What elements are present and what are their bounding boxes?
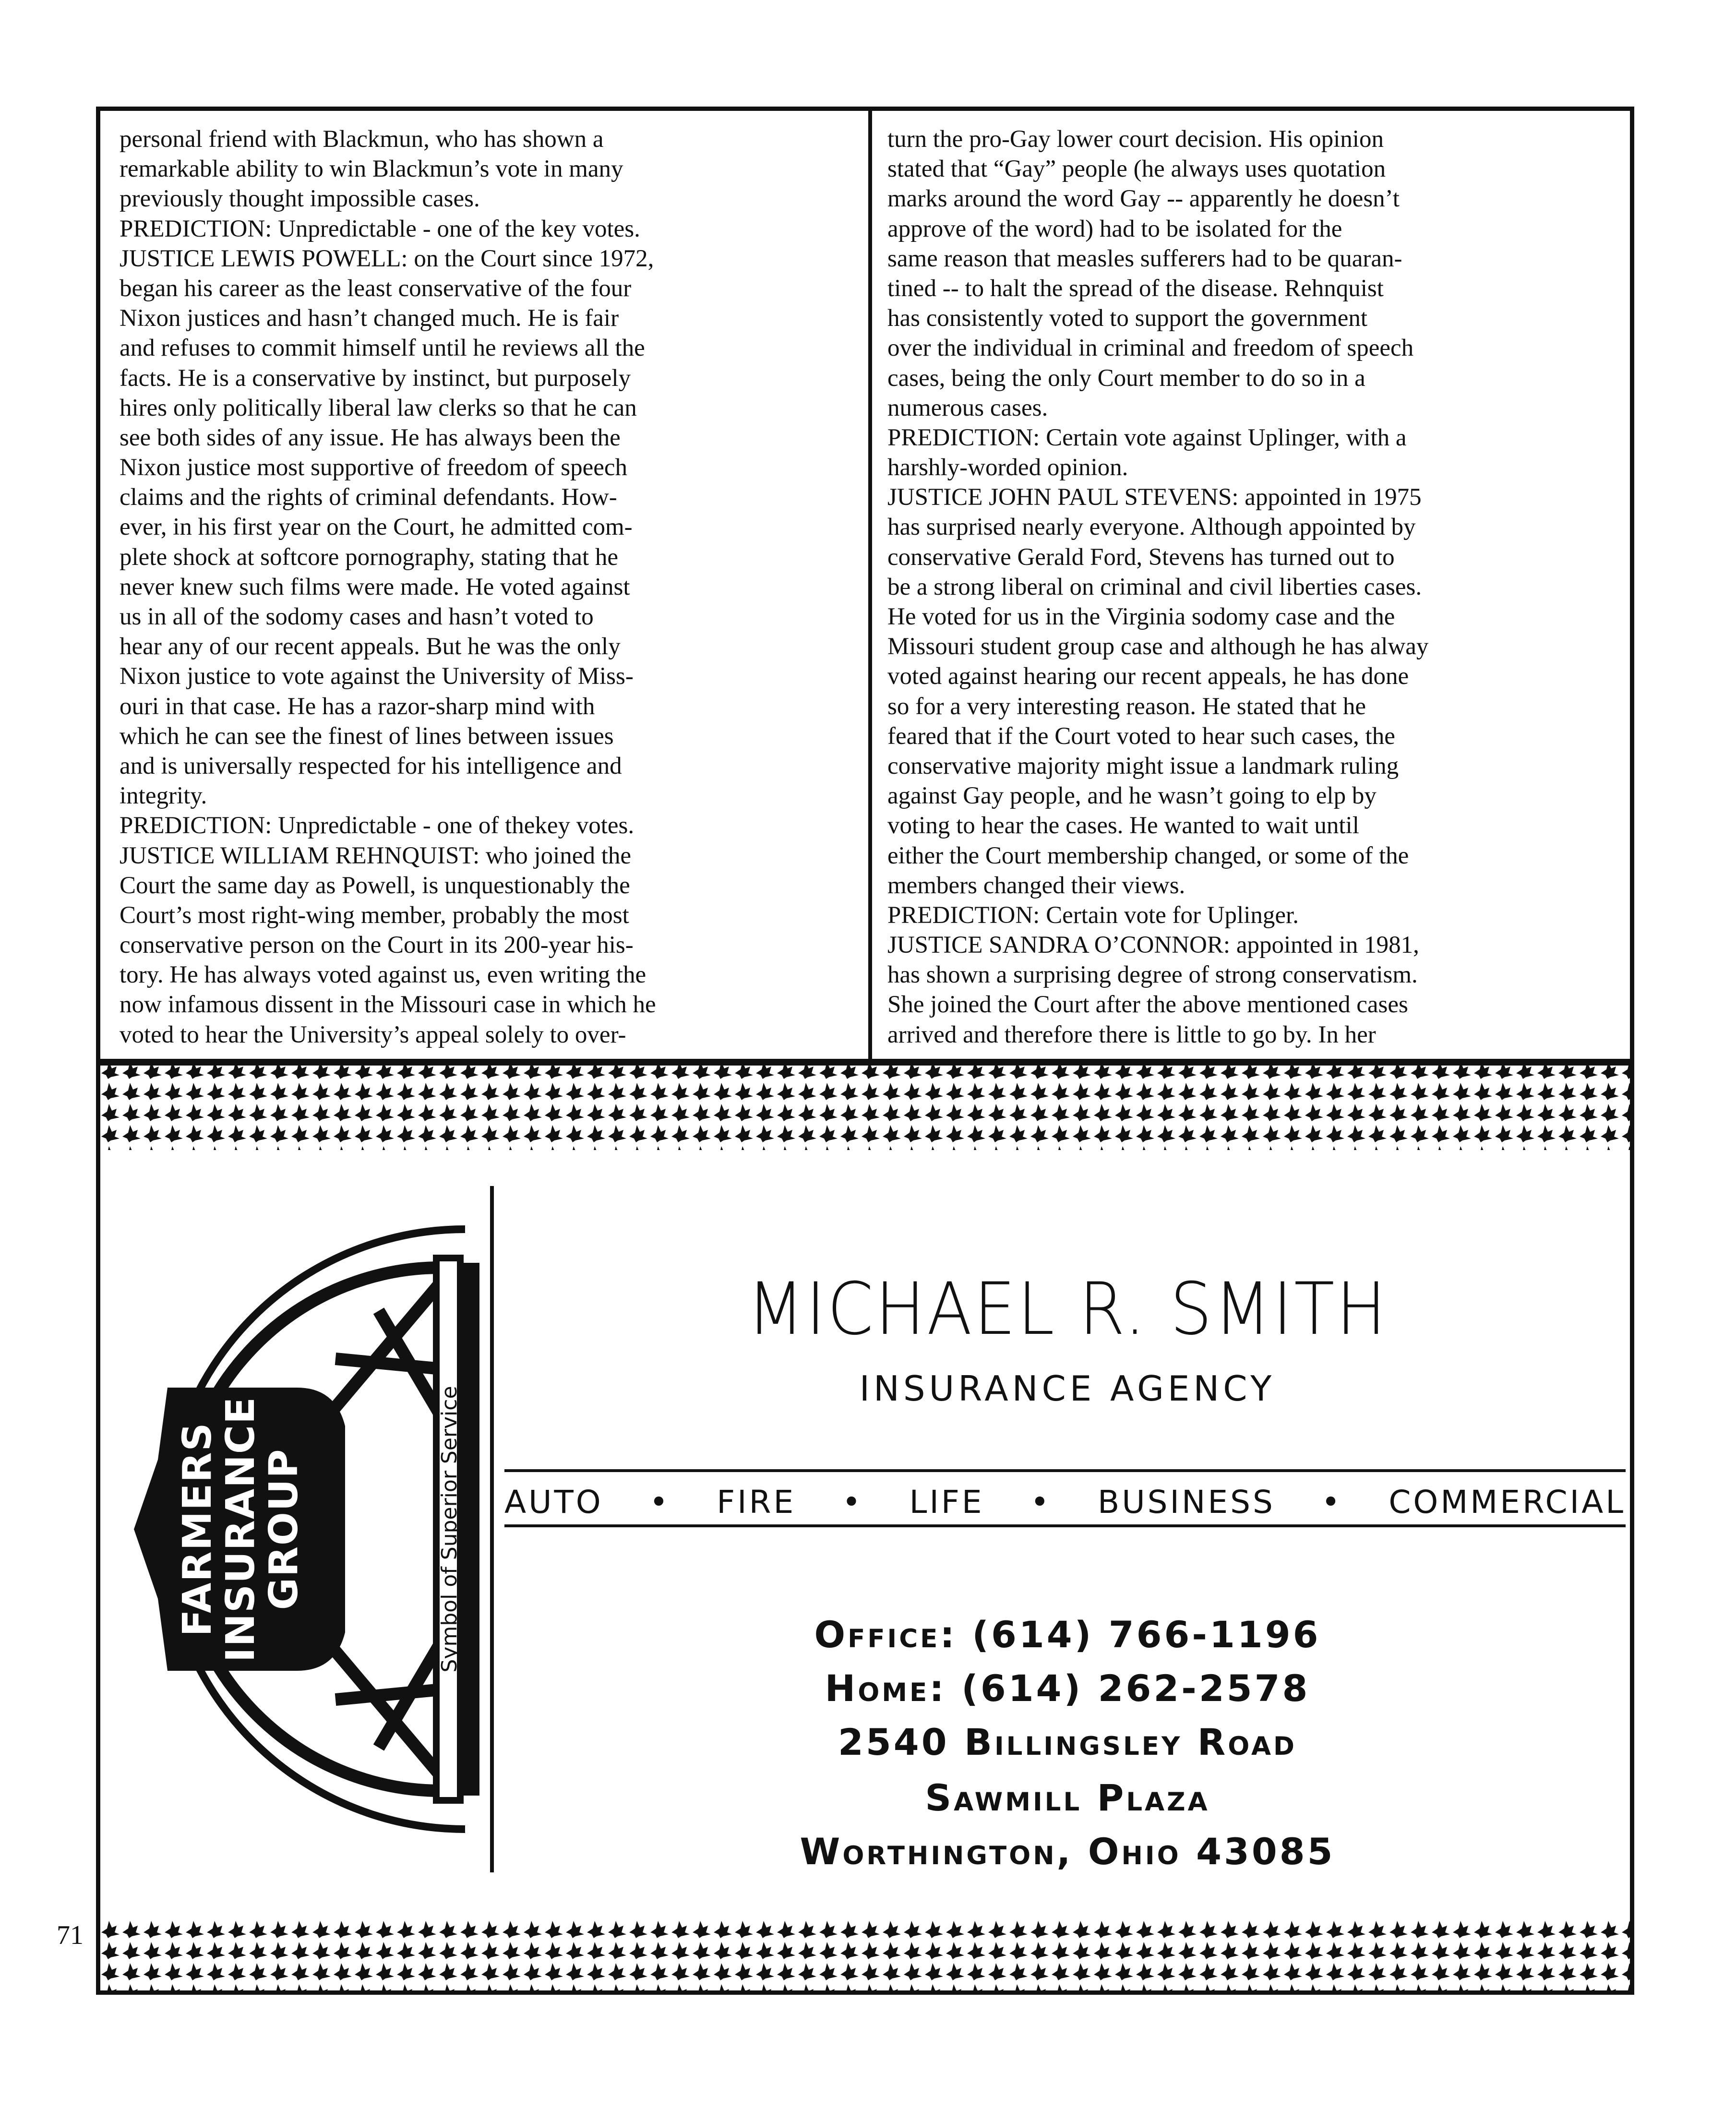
text-line: previously thought impossible cases. — [120, 185, 480, 213]
agent-name: MICHAEL R. SMITH — [747, 1268, 1388, 1351]
logo-text-insurance: INSURANCE — [218, 1396, 263, 1663]
text-line: JUSTICE SANDRA O’CONNOR: appointed in 1981, — [887, 932, 1419, 959]
category-label: FIRE — [717, 1484, 796, 1521]
text-line: PREDICTION: Certain vote for Uplinger. — [887, 901, 1299, 929]
coverage-categories — [504, 1484, 1626, 1521]
text-line: Court the same day as Powell, is unquestionably the — [120, 872, 630, 899]
text-line: either the Court membership changed, or some of the — [887, 842, 1409, 869]
text-line: never knew such films were made. He voted against — [120, 573, 630, 600]
text-line: Court’s most right-wing member, probably the most — [120, 901, 629, 929]
text-line: hear any of our recent appeals. But he was the only — [120, 633, 621, 660]
text-line: feared that if the Court voted to hear such cases, the — [887, 722, 1395, 750]
text-line: Nixon justice most supportive of freedom of speech — [120, 454, 628, 481]
text-line: turn the pro-Gay lower court decision. His opinion — [887, 126, 1384, 153]
logo-text-group: GROUP — [261, 1448, 307, 1610]
text-line: against Gay people, and he wasn’t going to elp by — [887, 782, 1377, 810]
text-line: JUSTICE WILLIAM REHNQUIST: who joined the — [120, 842, 631, 869]
text-line: voted against hearing our recent appeals, he has done — [887, 663, 1409, 690]
text-line: Missouri student group case and although he has alway — [887, 633, 1429, 660]
text-line: see both sides of any issue. He has always been the — [120, 424, 621, 451]
text-line: marks around the word Gay -- apparently he doesn’t — [887, 185, 1400, 213]
address-plaza: Sawmill Plaza — [925, 1776, 1210, 1819]
category-label: LIFE — [909, 1484, 984, 1521]
text-line: arrived and therefore there is little to go by. In her — [887, 1021, 1376, 1048]
text-line: harshly-worded opinion. — [887, 454, 1128, 481]
text-line: has consistently voted to support the government — [887, 305, 1368, 332]
text-line: cases, being the only Court member to do so in a — [887, 364, 1365, 392]
agency-subtitle: INSURANCE AGENCY — [859, 1368, 1276, 1409]
text-line: voting to hear the cases. He wanted to wait until — [887, 812, 1359, 839]
column-divider — [868, 111, 872, 1059]
text-line: over the individual in criminal and freedom of speech — [887, 335, 1414, 362]
text-line: ever, in his first year on the Court, he admitted com- — [120, 514, 633, 541]
text-line: Nixon justices and hasn’t changed much. He is fair — [120, 305, 619, 332]
text-line: PREDICTION: Unpredictable - one of the key votes. — [120, 215, 640, 242]
text-line: has shown a surprising degree of strong conservatism. — [887, 961, 1418, 989]
text-line: which he can see the finest of lines between issues — [120, 722, 614, 750]
logo-tagline: Symbol of Superior Service — [437, 1386, 462, 1673]
bullet-separator: • — [842, 1484, 863, 1521]
text-line: She joined the Court after the above mentioned cases — [887, 991, 1408, 1019]
text-line: facts. He is a conservative by instinct, but purposely — [120, 364, 631, 392]
text-line: claims and the rights of criminal defendants. How- — [120, 484, 617, 511]
bullet-separator: • — [649, 1484, 670, 1521]
text-line: PREDICTION: Certain vote against Uplinger, with a — [887, 424, 1407, 451]
text-line: remarkable ability to win Blackmun’s vote in many — [120, 156, 623, 183]
article-column-left — [120, 124, 868, 1050]
bullet-separator: • — [1321, 1484, 1343, 1521]
houndstooth-border-bottom — [100, 1918, 1630, 1995]
text-line: numerous cases. — [887, 394, 1048, 421]
text-line: stated that “Gay” people (he always uses quotation — [887, 156, 1386, 183]
text-line: tory. He has always voted against us, even writing the — [120, 961, 647, 989]
text-line: members changed their views. — [887, 872, 1185, 899]
text-line: JUSTICE LEWIS POWELL: on the Court since 1972, — [120, 245, 654, 272]
text-line: conservative majority might issue a landmark ruling — [887, 752, 1399, 779]
category-label: AUTO — [504, 1484, 603, 1521]
text-line: be a strong liberal on criminal and civil liberties cases. — [887, 573, 1422, 600]
ad-vertical-rule — [490, 1186, 494, 1872]
text-line: so for a very interesting reason. He stated that he — [887, 693, 1366, 720]
text-line: plete shock at softcore pornography, stating that he — [120, 543, 619, 571]
category-label: BUSINESS — [1098, 1484, 1275, 1521]
text-line: personal friend with Blackmun, who has shown a — [120, 126, 604, 153]
text-line: integrity. — [120, 782, 207, 810]
text-line: PREDICTION: Unpredictable - one of thekey votes. — [120, 812, 635, 839]
text-line: voted to hear the University’s appeal solely to over- — [120, 1021, 626, 1048]
text-line: ouri in that case. He has a razor-sharp mind with — [120, 693, 595, 720]
text-line: JUSTICE JOHN PAUL STEVENS: appointed in 1975 — [887, 484, 1422, 511]
text-line: He voted for us in the Virginia sodomy case and the — [887, 603, 1395, 630]
page-number: 71 — [57, 1920, 84, 1950]
text-line: has surprised nearly everyone. Although appointed by — [887, 514, 1416, 541]
article-column-right — [887, 124, 1627, 1050]
text-line: Nixon justice to vote against the University of Miss- — [120, 663, 634, 690]
home-phone: Home: (614) 262-2578 — [825, 1667, 1310, 1710]
category-label: COMMERCIAL — [1389, 1484, 1626, 1521]
text-line: and is universally respected for his intelligence and — [120, 752, 622, 779]
text-line: us in all of the sodomy cases and hasn’t voted to — [120, 603, 594, 630]
rule-top — [504, 1469, 1626, 1472]
text-line: same reason that measles sufferers had to be quaran- — [887, 245, 1402, 272]
text-line: began his career as the least conservative of the four — [120, 275, 632, 302]
text-line: now infamous dissent in the Missouri case in which he — [120, 991, 656, 1019]
text-line: approve of the word) had to be isolated for the — [887, 215, 1342, 242]
address-city: Worthington, Ohio 43085 — [800, 1830, 1335, 1873]
logo-text-farmers: FARMERS — [175, 1422, 220, 1637]
page-frame — [96, 107, 1634, 1995]
rule-bottom — [504, 1524, 1626, 1527]
text-line: conservative person on the Court in its 200-year his- — [120, 932, 634, 959]
address-street: 2540 Billingsley Road — [838, 1721, 1297, 1763]
farmers-insurance-logo — [129, 1186, 489, 1872]
text-line: and refuses to commit himself until he reviews all the — [120, 335, 645, 362]
text-line: conservative Gerald Ford, Stevens has turned out to — [887, 543, 1395, 571]
text-line: tined -- to halt the spread of the disease. Rehnquist — [887, 275, 1384, 302]
text-line: hires only politically liberal law clerks so that he can — [120, 394, 637, 421]
bullet-separator: • — [1030, 1484, 1052, 1521]
houndstooth-border-top — [100, 1059, 1630, 1150]
office-phone: Office: (614) 766-1196 — [814, 1613, 1321, 1656]
